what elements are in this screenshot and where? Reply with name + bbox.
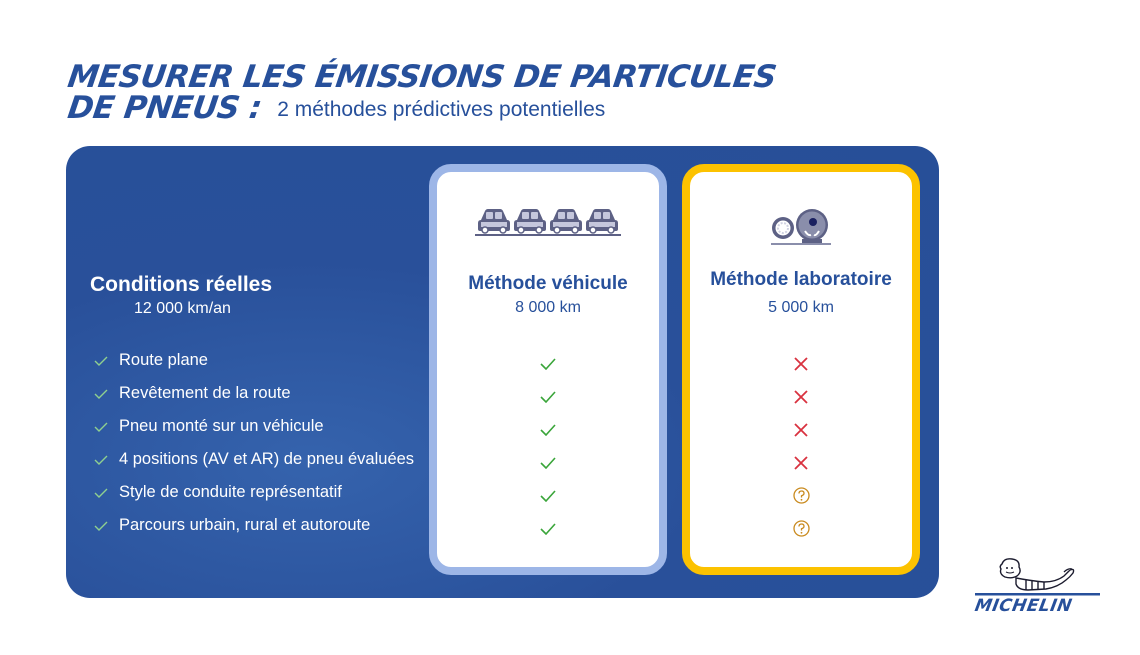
- vehicle-method-card: [429, 164, 667, 575]
- criteria-label: Style de conduite représentatif: [119, 483, 342, 501]
- page-subtitle: 2 méthodes prédictives potentielles: [277, 98, 606, 121]
- logo-wordmark: MICHELIN: [973, 596, 1074, 616]
- check-icon: [94, 389, 119, 399]
- method-results: [437, 347, 659, 545]
- criteria-item: [94, 377, 414, 410]
- check-icon: [94, 488, 119, 498]
- check-icon: [437, 380, 659, 413]
- check-icon: [94, 422, 119, 432]
- method-distance: 5 000 km: [768, 299, 834, 316]
- cross-icon: [690, 380, 912, 413]
- check-icon: [437, 512, 659, 545]
- criteria-label: Revêtement de la route: [119, 384, 291, 402]
- michelin-logo: [972, 556, 1102, 622]
- criteria-label: Pneu monté sur un véhicule: [119, 417, 324, 435]
- title-line-2: DE PNEUS :: [65, 90, 264, 126]
- cross-icon: [690, 347, 912, 380]
- check-icon: [94, 356, 119, 366]
- title-line-1: MESURER LES ÉMISSIONS DE PARTICULES: [65, 59, 779, 95]
- check-icon: [94, 521, 119, 531]
- criteria-label: Parcours urbain, rural et autoroute: [119, 516, 371, 534]
- conditions-title: Conditions réelles: [90, 273, 273, 296]
- check-icon: [94, 455, 119, 465]
- page-title: [65, 59, 779, 128]
- method-title: Méthode laboratoire: [710, 269, 892, 290]
- cross-icon: [690, 446, 912, 479]
- criteria-item: [94, 443, 414, 476]
- question-icon: [690, 512, 912, 545]
- comparison-panel: [66, 146, 939, 598]
- question-icon: [690, 479, 912, 512]
- criteria-list: [94, 344, 414, 542]
- method-title: Méthode véhicule: [468, 273, 628, 294]
- bibendum-icon: [972, 556, 1102, 598]
- four-cars-icon: [437, 208, 659, 236]
- conditions-distance: 12 000 km/an: [134, 300, 231, 317]
- method-results: [690, 347, 912, 545]
- check-icon: [437, 347, 659, 380]
- criteria-label: Route plane: [119, 351, 208, 369]
- criteria-item: [94, 509, 414, 542]
- method-distance: 8 000 km: [515, 299, 581, 316]
- check-icon: [437, 479, 659, 512]
- criteria-item: [94, 476, 414, 509]
- criteria-label: 4 positions (AV et AR) de pneu évaluées: [119, 450, 415, 468]
- check-icon: [437, 446, 659, 479]
- cross-icon: [690, 413, 912, 446]
- tyre-test-drum-icon: [690, 208, 912, 246]
- lab-method-card: [682, 164, 920, 575]
- criteria-item: [94, 410, 414, 443]
- criteria-item: [94, 344, 414, 377]
- check-icon: [437, 413, 659, 446]
